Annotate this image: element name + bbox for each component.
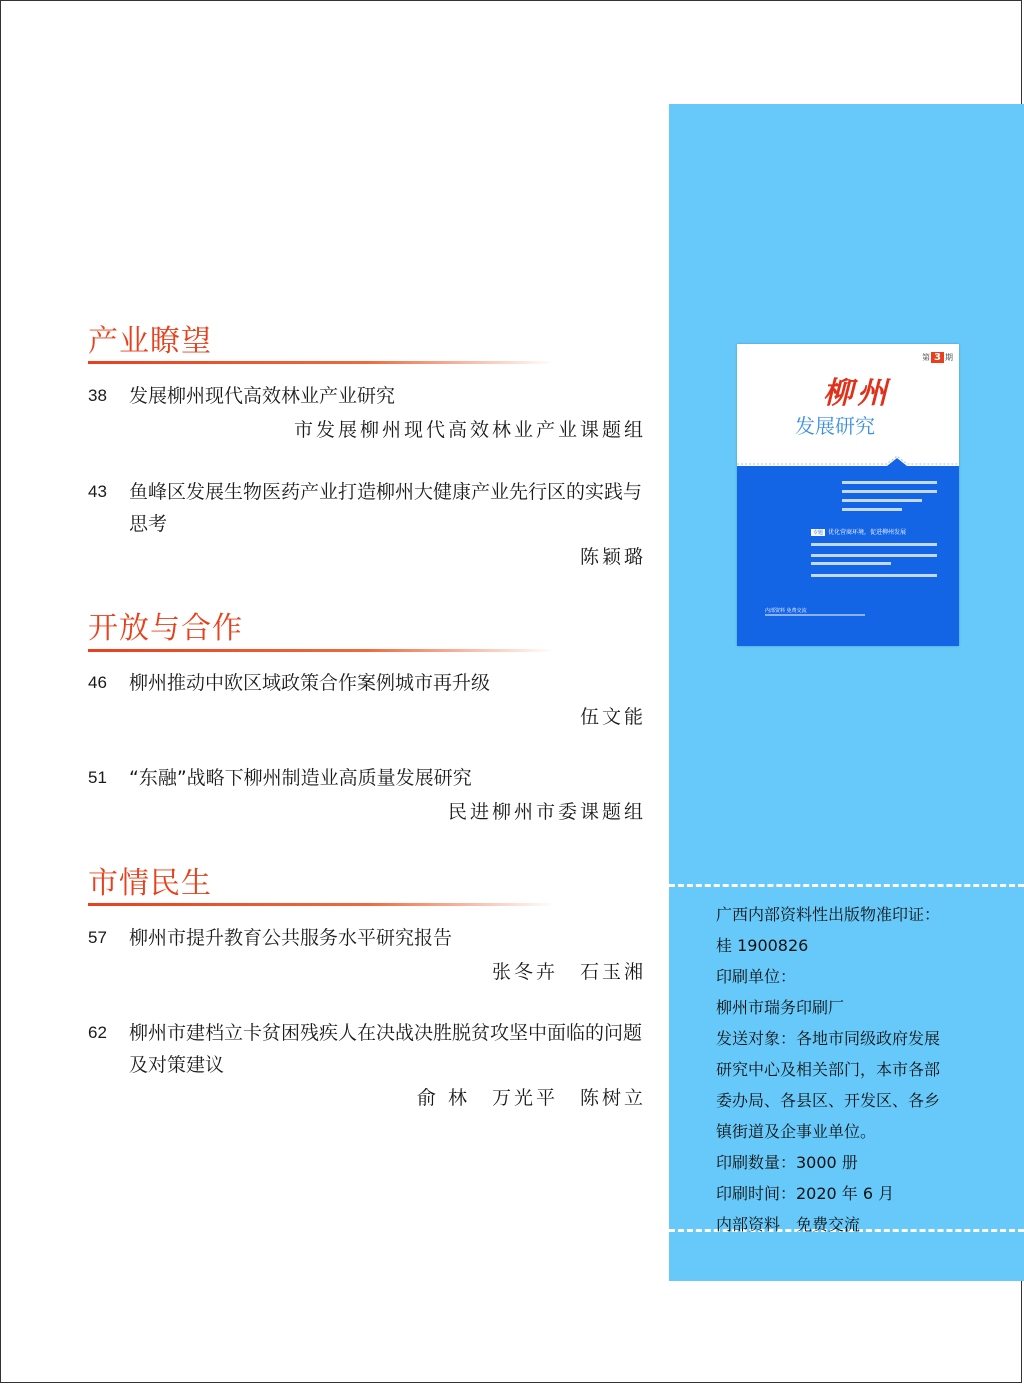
entry-author: 俞 林	[416, 1087, 470, 1109]
entry-page-number: 57	[88, 928, 107, 947]
entry-title[interactable]: 鱼峰区发展生物医药产业打造柳州大健康产业先行区的实践与思考	[129, 481, 643, 535]
entry-title[interactable]: “东融”战略下柳州制造业高质量发展研究	[129, 767, 472, 789]
cover-feature-tag: 专题	[813, 530, 824, 536]
cover-text-line	[765, 614, 865, 616]
info-line: 印刷单位：	[716, 967, 797, 986]
section-rule	[88, 903, 554, 906]
entry-page-number: 62	[88, 1023, 107, 1042]
cover-issue	[922, 352, 953, 363]
entry-author-group	[417, 1083, 646, 1110]
entry-author: 张冬卉	[491, 961, 558, 983]
entry-author: 石玉湘	[579, 961, 646, 983]
cover-feature-title: 优化营商环境，促进柳州发展	[828, 529, 907, 536]
section-title-livelihood: 市情民生	[88, 866, 212, 901]
entry-title[interactable]: 发展柳州现代高效林业产业研究	[129, 385, 396, 407]
dashed-divider-top	[669, 884, 1024, 887]
entry-author: 市发展柳州现代高效林业产业课题组	[293, 419, 646, 441]
entry-page-number: 46	[88, 673, 107, 692]
entry-page-number: 51	[88, 768, 107, 787]
section-title-industry: 产业瞭望	[88, 324, 212, 359]
cover-text-line	[811, 543, 937, 546]
cover-wave-icon	[737, 456, 959, 470]
cover-footer: 内部资料 免费交流	[765, 608, 807, 614]
entry-author: 伍文能	[579, 706, 646, 728]
entry-author: 陈颖璐	[579, 546, 646, 568]
cover-text-line	[842, 481, 937, 484]
info-line: 印刷时间：2020 年 6 月	[716, 1184, 895, 1203]
info-line: 镇街道及企事业单位。	[716, 1122, 877, 1141]
cover-subtitle: 发展研究	[795, 414, 875, 438]
cover-issue-prefix: 第	[922, 353, 930, 362]
entry-author: 万光平	[491, 1087, 558, 1109]
info-line: 桂 1900826	[716, 936, 809, 955]
entry-title[interactable]: 柳州推动中欧区域政策合作案例城市再升级	[129, 672, 491, 694]
cover-issue-number: 3	[931, 352, 944, 363]
entry-author-group	[492, 957, 646, 984]
cover-issue-suffix: 期	[944, 353, 953, 362]
info-line: 柳州市瑞务印刷厂	[716, 998, 845, 1017]
info-line: 广西内部资料性出版物准印证：	[716, 905, 941, 924]
entry-page-number: 43	[88, 482, 107, 501]
cover-text-line	[842, 508, 902, 511]
entry-title[interactable]: 柳州市提升教育公共服务水平研究报告	[129, 927, 453, 949]
info-line: 印刷数量：3000 册	[716, 1153, 858, 1172]
entry-title[interactable]: 柳州市建档立卡贫困残疾人在决战决胜脱贫攻坚中面临的问题及对策建议	[129, 1022, 643, 1076]
section-title-cooperation: 开放与合作	[88, 611, 243, 646]
cover-thumbnail	[737, 344, 959, 646]
info-line: 发送对象：各地市同级政府发展	[716, 1029, 941, 1048]
cover-logo: 柳州	[823, 376, 891, 411]
info-line: 内部资料 免费交流	[716, 1215, 861, 1234]
cover-feature	[811, 527, 906, 536]
entry-author: 陈树立	[579, 1087, 646, 1109]
publication-info	[716, 899, 1006, 1240]
cover-text-line	[811, 562, 891, 565]
info-line: 委办局、各县区、开发区、各乡	[716, 1091, 941, 1110]
cover-text-line	[811, 554, 937, 557]
entry-author: 民进柳州市委课题组	[447, 801, 646, 823]
cover-text-line	[811, 574, 937, 577]
cover-text-line	[842, 499, 922, 502]
section-rule	[88, 649, 554, 652]
entry-page-number: 38	[88, 386, 107, 405]
section-rule	[88, 361, 554, 364]
info-line: 研究中心及相关部门，本市各部	[716, 1060, 941, 1079]
cover-text-line	[842, 490, 937, 493]
